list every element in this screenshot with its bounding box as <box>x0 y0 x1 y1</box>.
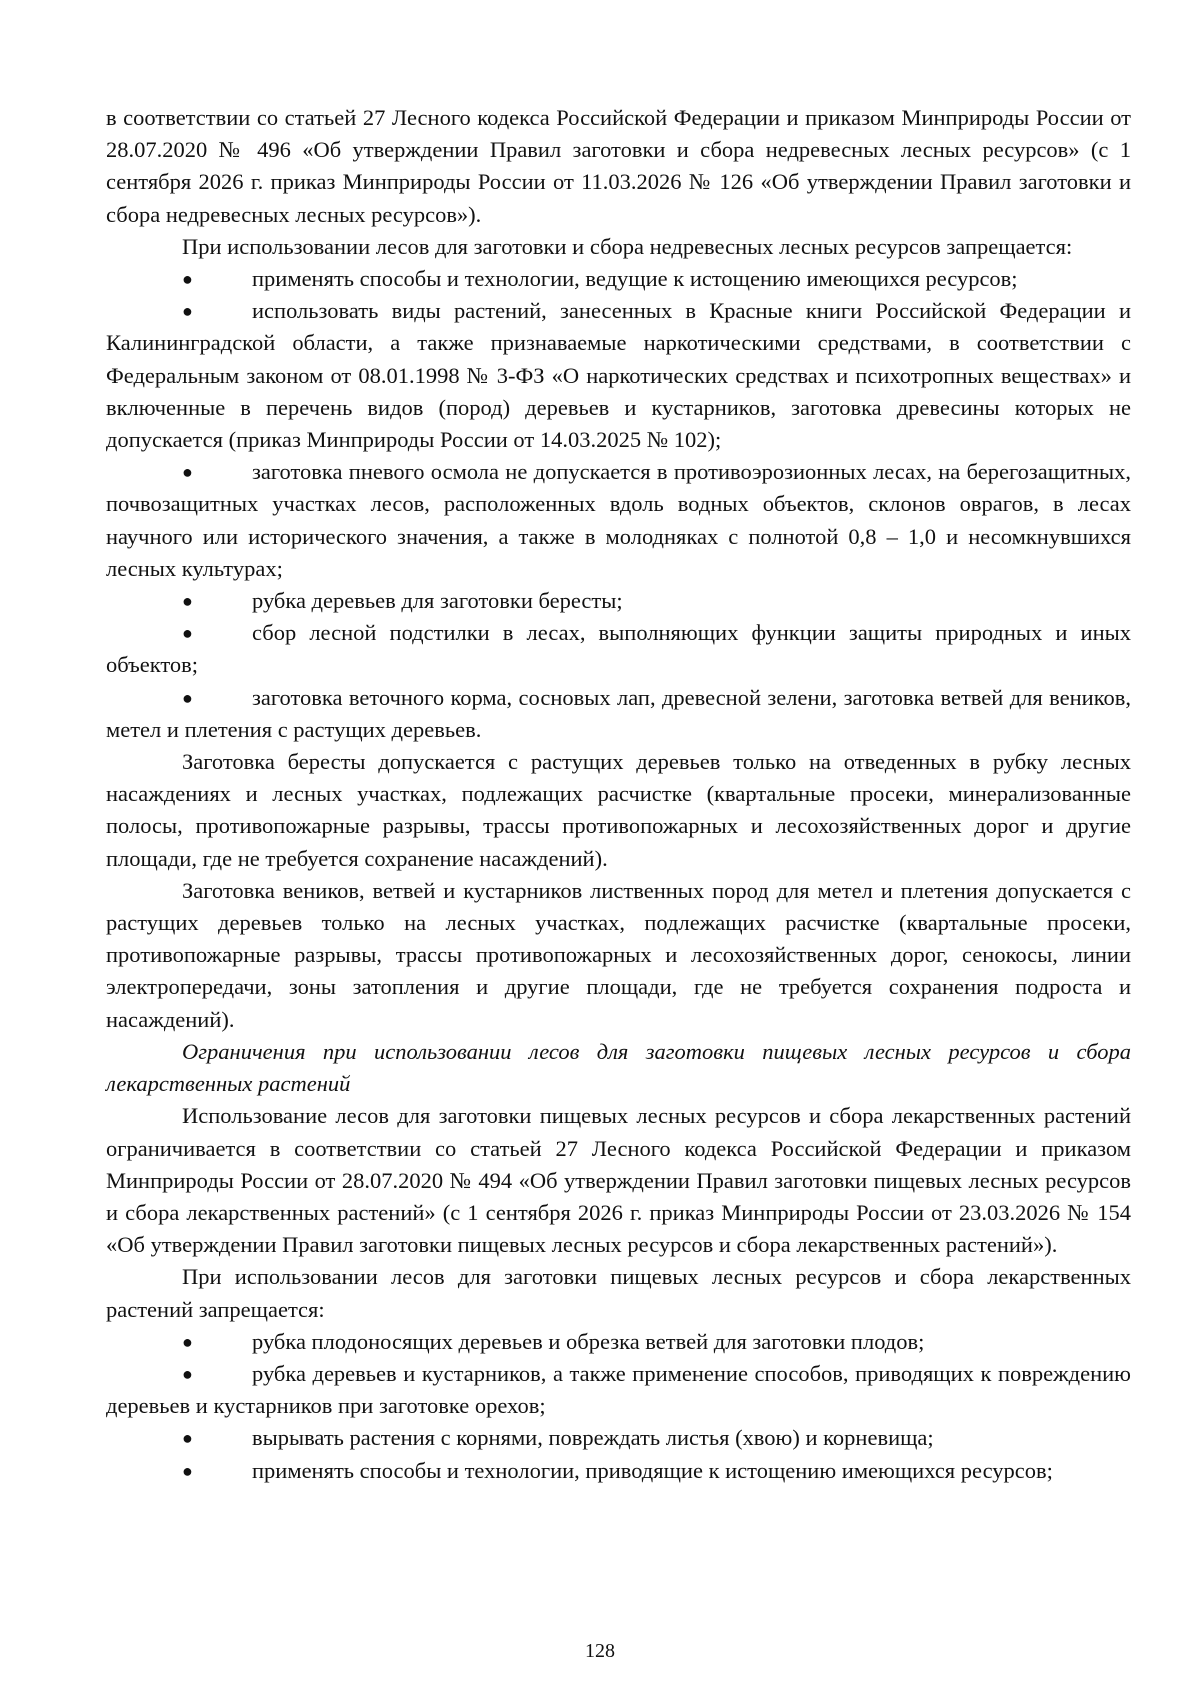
bullet-icon: ● <box>182 591 193 612</box>
list-item <box>106 295 1131 456</box>
bullet-icon: ● <box>182 269 193 290</box>
bullet-icon: ● <box>182 1331 193 1352</box>
list-item <box>106 1326 1131 1358</box>
bullet-icon: ● <box>182 687 193 708</box>
list-item-text: сбор лесной подстилки в лесах, выполняющих функции защиты природных и иных объектов; <box>106 620 1131 678</box>
list-item-text: рубка плодоносящих деревьев и обрезка ветвей для заготовки плодов; <box>252 1328 925 1354</box>
list-item <box>106 617 1131 681</box>
list-item-text: вырывать растения с корнями, повреждать листья (хвою) и корневища; <box>252 1425 934 1451</box>
list-item-text: применять способы и технологии, приводящие к истощению имеющихся ресурсов; <box>252 1457 1053 1483</box>
document-page <box>106 102 1131 1487</box>
bullet-icon: ● <box>182 1460 193 1481</box>
list-item <box>106 456 1131 585</box>
list-item <box>106 1358 1131 1422</box>
page-number: 128 <box>585 1640 615 1662</box>
bullet-icon: ● <box>182 301 193 322</box>
list-item <box>106 1455 1131 1487</box>
list-item-text: заготовка веточного корма, сосновых лап, древесной зелени, заготовка ветвей для веников, метел и плетения с растущих деревьев. <box>106 684 1131 742</box>
list-item-text: использовать виды растений, занесенных в Красные книги Российской Федерации и Калининградской области, а также признаваемые наркотическими средствами, в соответствии с Федеральным законом от 08.01.1998 № 3-ФЗ «О наркотических средствах и психотропных веществах» и включенные в перечень видов (пород) деревьев и кустарников, заготовка древесины которых не допускается (приказ Минприроды России от 14.03.2025 № 102); <box>106 298 1131 453</box>
paragraph-food-resources: Использование лесов для заготовки пищевых лесных ресурсов и сбора лекарственных растений ограничивается в соответствии со статьей 27 Лесного кодекса Российской Федерации и приказом Минприроды России от 28.07.2020 № 494 «Об утверждении Правил заготовки пищевых лесных ресурсов и сбора лекарственных растений» (с 1 сентября 2026 г. приказ Минприроды России от 23.03.2026 № 154 «Об утверждении Правил заготовки пищевых лесных ресурсов и сбора лекарственных растений»). <box>106 1103 1131 1258</box>
list-item-text: рубка деревьев для заготовки бересты; <box>252 588 623 614</box>
list-item-text: применять способы и технологии, ведущие к истощению имеющихся ресурсов; <box>252 266 1018 292</box>
list-item <box>106 263 1131 295</box>
section-heading: Ограничения при использовании лесов для заготовки пищевых лесных ресурсов и сбора лекарственных растений <box>106 1038 1131 1097</box>
bullet-icon: ● <box>182 1363 193 1384</box>
bullet-icon: ● <box>182 462 193 483</box>
paragraph-food-prohibitions-heading: При использовании лесов для заготовки пищевых лесных ресурсов и сбора лекарственных растений запрещается: <box>106 1264 1131 1322</box>
paragraph-brooms: Заготовка веников, ветвей и кустарников лиственных пород для метел и плетения допускается с растущих деревьев только на лесных участках, подлежащих расчистке (квартальные просеки, противопожарные разрывы, трассы противопожарных и лесохозяйственных дорог, сенокосы, линии электропередачи, зоны затопления и другие площади, где не требуется сохранения подроста и насаждений). <box>106 877 1131 1032</box>
bullet-icon: ● <box>182 623 193 644</box>
list-item <box>106 1422 1131 1454</box>
paragraph-intro: в соответствии со статьей 27 Лесного кодекса Российской Федерации и приказом Минприроды России от 28.07.2020 № 496 «Об утверждении Правил заготовки и сбора недревесных лесных ресурсов» (с 1 сентября 2026 г. приказ Минприроды России от 11.03.2026 № 126 «Об утверждении Правил заготовки и сбора недревесных лесных ресурсов»). <box>106 105 1131 227</box>
list-item <box>106 682 1131 746</box>
list-item <box>106 585 1131 617</box>
paragraph-birch-bark: Заготовка бересты допускается с растущих деревьев только на отведенных в рубку лесных насаждениях и лесных участках, подлежащих расчистке (квартальные просеки, минерализованные полосы, противопожарные разрывы, трассы противопожарных и лесохозяйственных дорог и другие площади, где не требуется сохранение насаждений). <box>106 749 1131 871</box>
list-item-text: рубка деревьев и кустарников, а также применение способов, приводящих к повреждению деревьев и кустарников при заготовке орехов; <box>106 1360 1131 1419</box>
list-item-text: заготовка пневого осмола не допускается в противоэрозионных лесах, на берегозащитных, почвозащитных участках лесов, расположенных вдоль водных объектов, склонов оврагов, в лесах научного или исторического значения, а также в молодняках с полнотой 0,8 – 1,0 и несомкнувшихся лесных культурах; <box>106 459 1131 581</box>
paragraph-prohibitions-heading: При использовании лесов для заготовки и сбора недревесных лесных ресурсов запрещается: <box>182 233 1073 259</box>
bullet-icon: ● <box>182 1428 193 1449</box>
